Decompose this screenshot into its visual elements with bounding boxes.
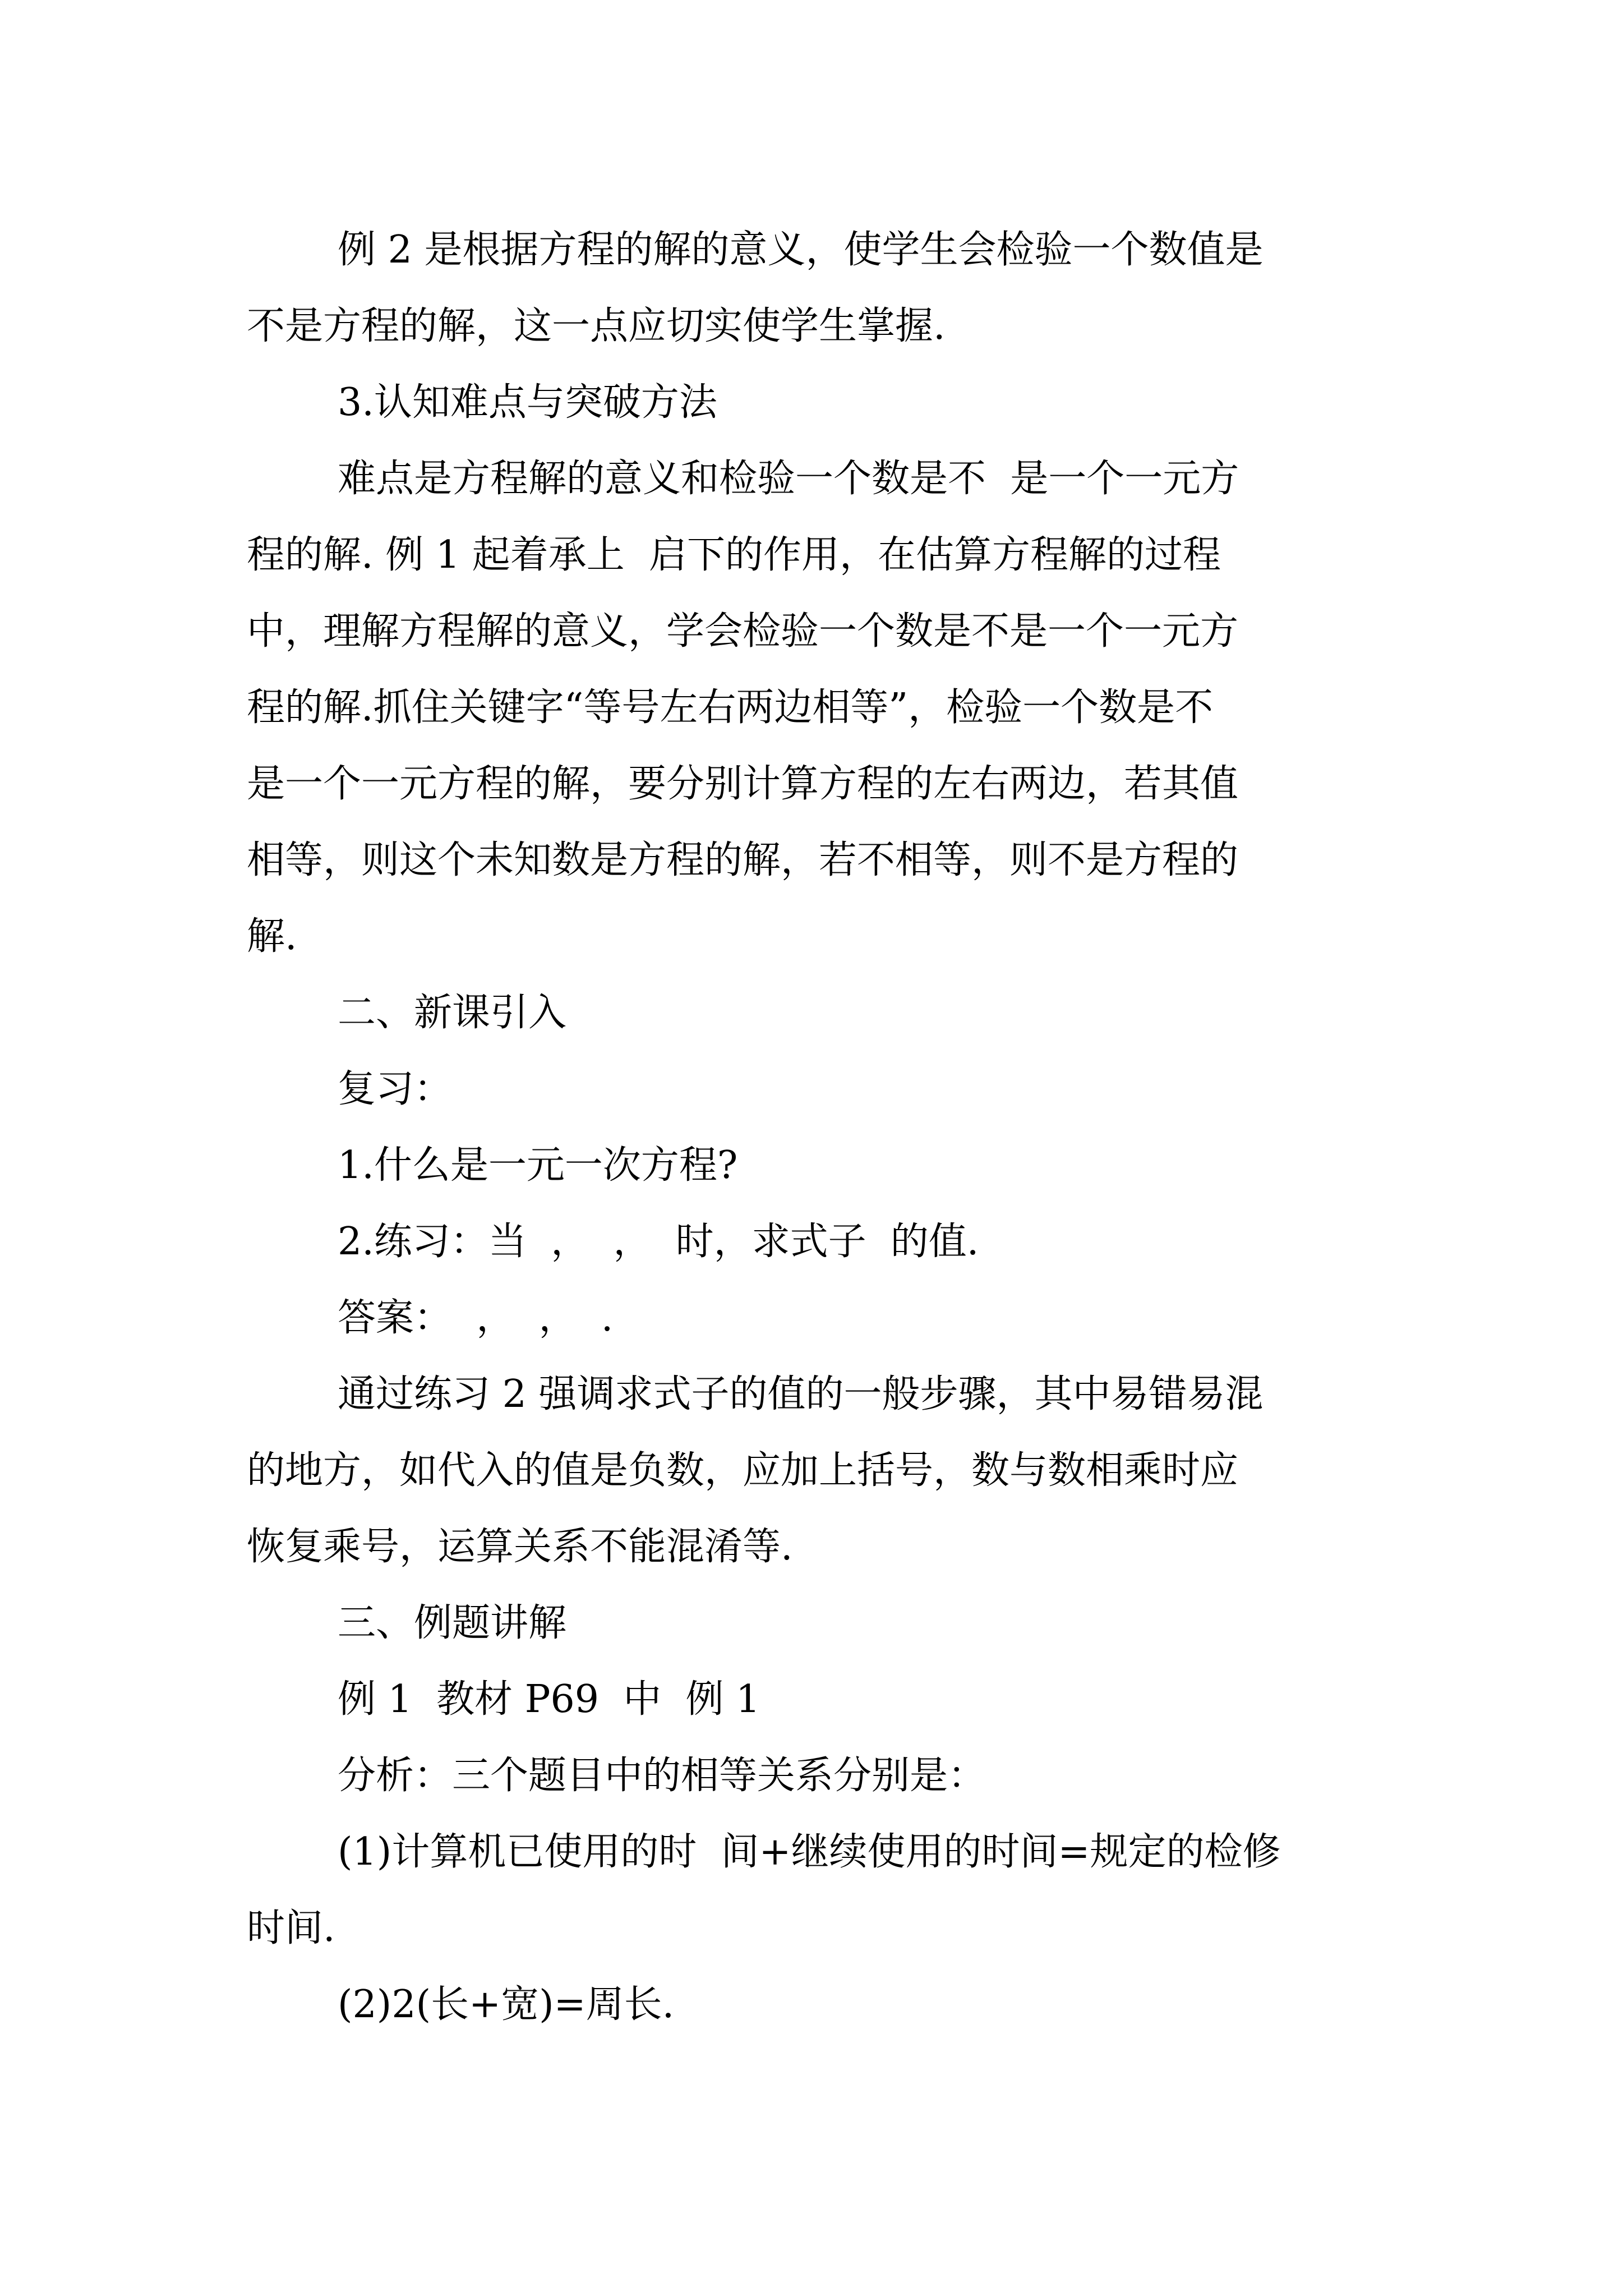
- text-line: 例 2 是根据方程的解的意义，使学生会检验一个数值是: [338, 228, 1264, 272]
- text-line: 时间.: [247, 1906, 335, 1950]
- text-line: 分析：三个题目中的相等关系分别是：: [338, 1754, 986, 1798]
- text-line: 1.什么是一元一次方程?: [338, 1143, 738, 1188]
- text-line: 通过练习 2 强调求式子的值的一般步骤，其中易错易混: [338, 1372, 1264, 1416]
- document-body: [247, 212, 1391, 2043]
- text-line: 恢复乘号，运算关系不能混淆等.: [247, 1525, 793, 1569]
- text-line: 相等，则这个未知数是方程的解，若不相等，则不是方程的: [247, 838, 1239, 882]
- text-line: 解.: [247, 914, 297, 959]
- section-heading: 3.认知难点与突破方法: [338, 380, 717, 425]
- text-line: 不是方程的解，这一点应切实使学生掌握.: [247, 304, 946, 348]
- text-line: (2)2(长+宽)=周长.: [338, 1982, 675, 2027]
- text-line: 例 1 教材 P69 中 例 1: [338, 1677, 760, 1722]
- text-line: 复习：: [338, 1067, 453, 1111]
- text-line: 中，理解方程解的意义，学会检验一个数是不是一个一元方: [247, 609, 1239, 654]
- text-line: 是一个一元方程的解，要分别计算方程的左右两边，若其值: [247, 762, 1239, 806]
- section-heading: 二、新课引入: [338, 991, 567, 1035]
- text-line: 2.练习：当 ， ， 时，求式子 的值.: [338, 1220, 979, 1264]
- text-line: 难点是方程解的意义和检验一个数是不 是一个一元方: [338, 457, 1239, 501]
- section-heading: 三、例题讲解: [338, 1601, 567, 1645]
- text-line: 程的解.抓住关键字“等号左右两边相等”，检验一个数是不: [247, 685, 1214, 730]
- text-line: 程的解. 例 1 起着承上 启下的作用，在估算方程解的过程: [247, 533, 1221, 577]
- text-line: (1)计算机已使用的时 间+继续使用的时间=规定的检修: [338, 1830, 1281, 1874]
- text-line: 答案： ， ， .: [338, 1296, 614, 1340]
- text-line: 的地方，如代入的值是负数，应加上括号，数与数相乘时应: [247, 1448, 1239, 1493]
